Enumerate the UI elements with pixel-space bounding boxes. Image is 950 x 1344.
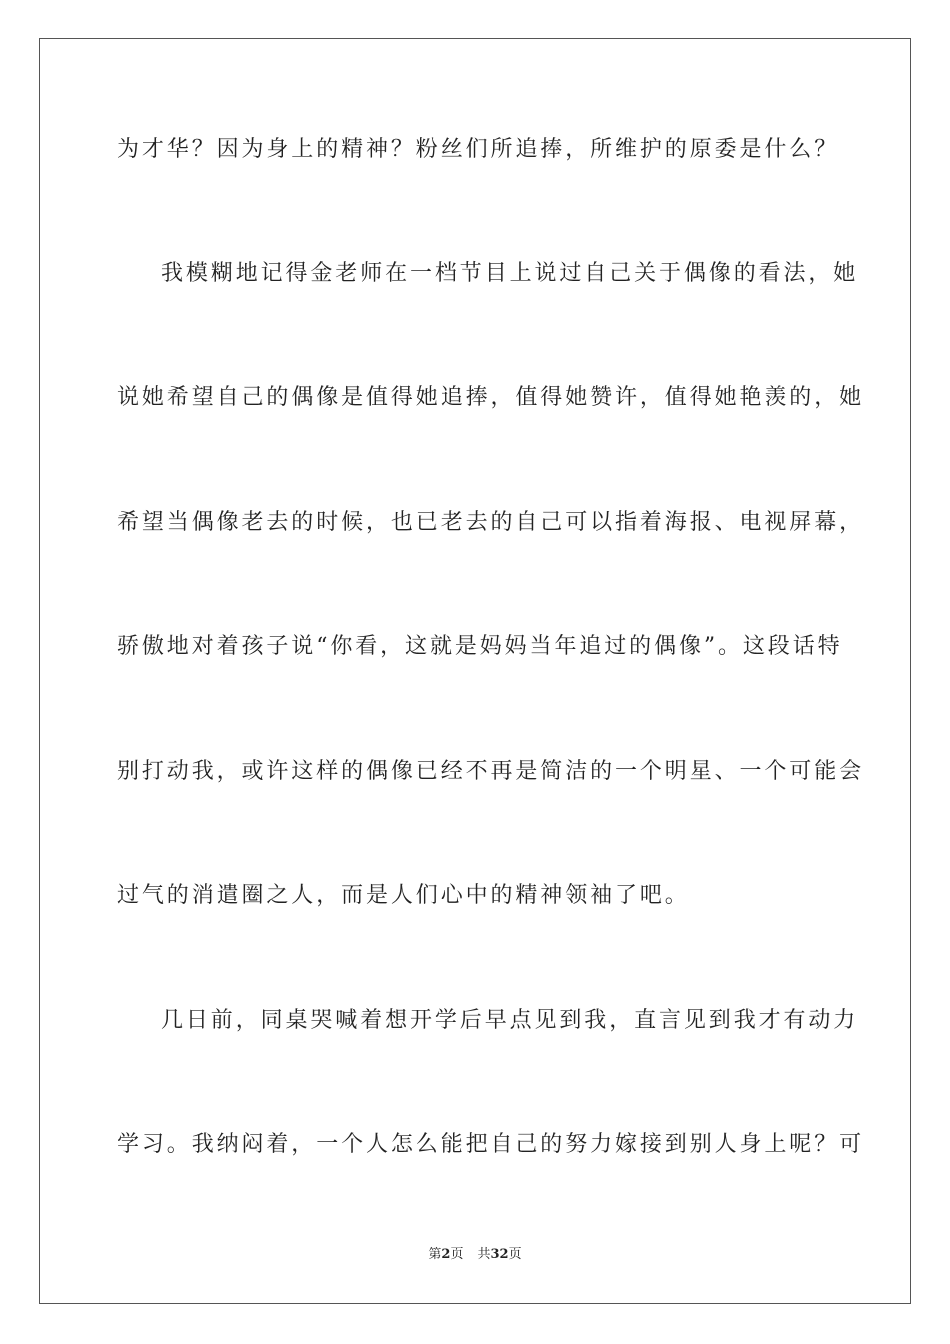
text-line-3: 说她希望自己的偶像是值得她追捧，值得她赞许，值得她艳羡的，她 <box>117 385 865 410</box>
total-label-suffix: 页 <box>508 1247 522 1262</box>
page-footer <box>0 1246 950 1264</box>
text-line-9: 学习。我纳闷着，一个人怎么能把自己的努力嫁接到别人身上呢？可 <box>117 1132 865 1157</box>
text-line-8: 几日前，同桌哭喊着想开学后早点见到我，直言见到我才有动力 <box>161 1008 859 1033</box>
page-label-suffix: 页 <box>450 1247 464 1262</box>
page-label-prefix: 第 <box>428 1247 442 1262</box>
text-line-7: 过气的消遣圈之人，而是人们心中的精神领袖了吧。 <box>117 883 690 908</box>
text-line-1: 为才华？因为身上的精神？粉丝们所追捧，所维护的原委是什么？ <box>117 137 840 162</box>
text-line-4: 希望当偶像老去的时候，也已老去的自己可以指着海报、电视屏幕， <box>117 510 865 535</box>
text-line-2: 我模糊地记得金老师在一档节目上说过自己关于偶像的看法，她 <box>161 261 859 286</box>
total-pages: 32 <box>490 1247 509 1262</box>
page-border <box>39 38 911 1304</box>
page-number: 2 <box>441 1247 451 1262</box>
text-line-5: 骄傲地对着孩子说“你看，这就是妈妈当年追过的偶像”。这段话特 <box>117 634 843 659</box>
text-line-6: 别打动我，或许这样的偶像已经不再是简洁的一个明星、一个可能会 <box>117 759 865 784</box>
total-label-prefix: 共 <box>477 1247 491 1262</box>
